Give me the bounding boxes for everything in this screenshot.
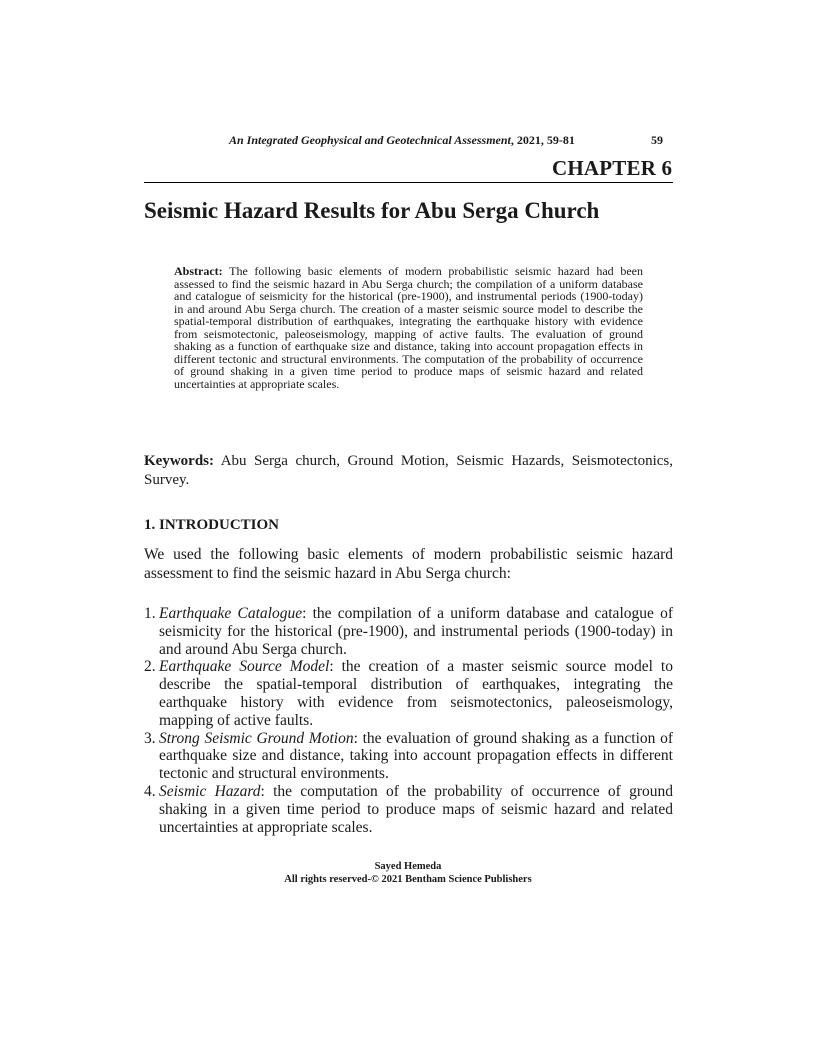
keywords-label: Keywords:	[144, 453, 214, 469]
list-item	[144, 605, 673, 658]
list-item-text: : the compilation of a uniform database and catalogue of seismicity for the historical (pre-1900), and instrumental periods (1900-today) in and around Abu Serga church.	[159, 605, 673, 658]
footer-author: Sayed Hemeda	[374, 861, 442, 872]
list-item-number: 4.	[144, 782, 156, 800]
chapter-rule	[144, 182, 673, 183]
footer	[0, 860, 816, 886]
list-item-text: : the creation of a master seismic source model to describe the spatial-temporal distribution of earthquakes, integrating the earthquake history with evidence from seismotectonics, paleoseismology, mapping of active faults.	[159, 658, 673, 729]
list-item-term: Earthquake Source Model	[159, 658, 330, 676]
list-item-number: 3.	[144, 729, 156, 747]
list-item	[144, 783, 673, 836]
keywords-text: Abu Serga church, Ground Motion, Seismic Hazards, Seismotectonics, Survey.	[144, 453, 673, 488]
list-item-term: Earthquake Catalogue	[159, 605, 303, 622]
journal-title: An Integrated Geophysical and Geotechnical Assessment	[229, 133, 511, 147]
list-item	[144, 658, 673, 729]
list-item-number: 2.	[144, 658, 156, 676]
journal-info: , 2021, 59-81	[510, 133, 575, 147]
element-list	[144, 605, 673, 836]
keywords	[144, 452, 673, 489]
footer-rights: All rights reserved-© 2021 Bentham Science Publishers	[284, 874, 532, 885]
abstract-text: The following basic elements of modern probabilistic seismic hazard had been assessed to find the seismic hazard in Abu Serga church; the compilation of a uniform database and catalogue of seismicity for the historical (pre-1900), and instrumental periods (1900-today) in and around Abu Serga church. The creation of a master seismic source model to describe the spatial-temporal distribution of earthquakes, integrating the earthquake history with evidence from seismotectonic, paleoseismology, mapping of active faults. The evaluation of ground shaking as a function of earthquake size and distance, taking into account propagation effects in different tectonic and structural environments. The computation of the probability of occurrence of ground shaking in a given time period to produce maps of seismic hazard and related uncertainties at appropriate scales.	[174, 264, 643, 391]
list-item-term: Strong Seismic Ground Motion	[159, 729, 354, 747]
list-item-text: : the evaluation of ground shaking as a function of earthquake size and distance, taking into account propagation effects in different tectonic and structural environments.	[159, 729, 673, 783]
section-heading-introduction: 1. INTRODUCTION	[144, 517, 280, 533]
chapter-title: Seismic Hazard Results for Abu Serga Church	[144, 198, 600, 223]
running-header-title	[229, 133, 575, 148]
list-item	[144, 730, 673, 783]
list-item-term: Seismic Hazard	[159, 782, 261, 800]
intro-paragraph: We used the following basic elements of modern probabilistic seismic hazard assessment to find the seismic hazard in Abu Serga church:	[144, 546, 673, 582]
page-number: 59	[651, 133, 663, 147]
chapter-label: CHAPTER 6	[552, 156, 673, 180]
abstract	[174, 265, 643, 390]
list-item-text: : the computation of the probability of occurrence of ground shaking in a given time period to produce maps of seismic hazard and related uncertainties at appropriate scales.	[159, 782, 673, 836]
list-item-number: 1.	[144, 605, 156, 622]
abstract-label: Abstract:	[174, 264, 223, 278]
